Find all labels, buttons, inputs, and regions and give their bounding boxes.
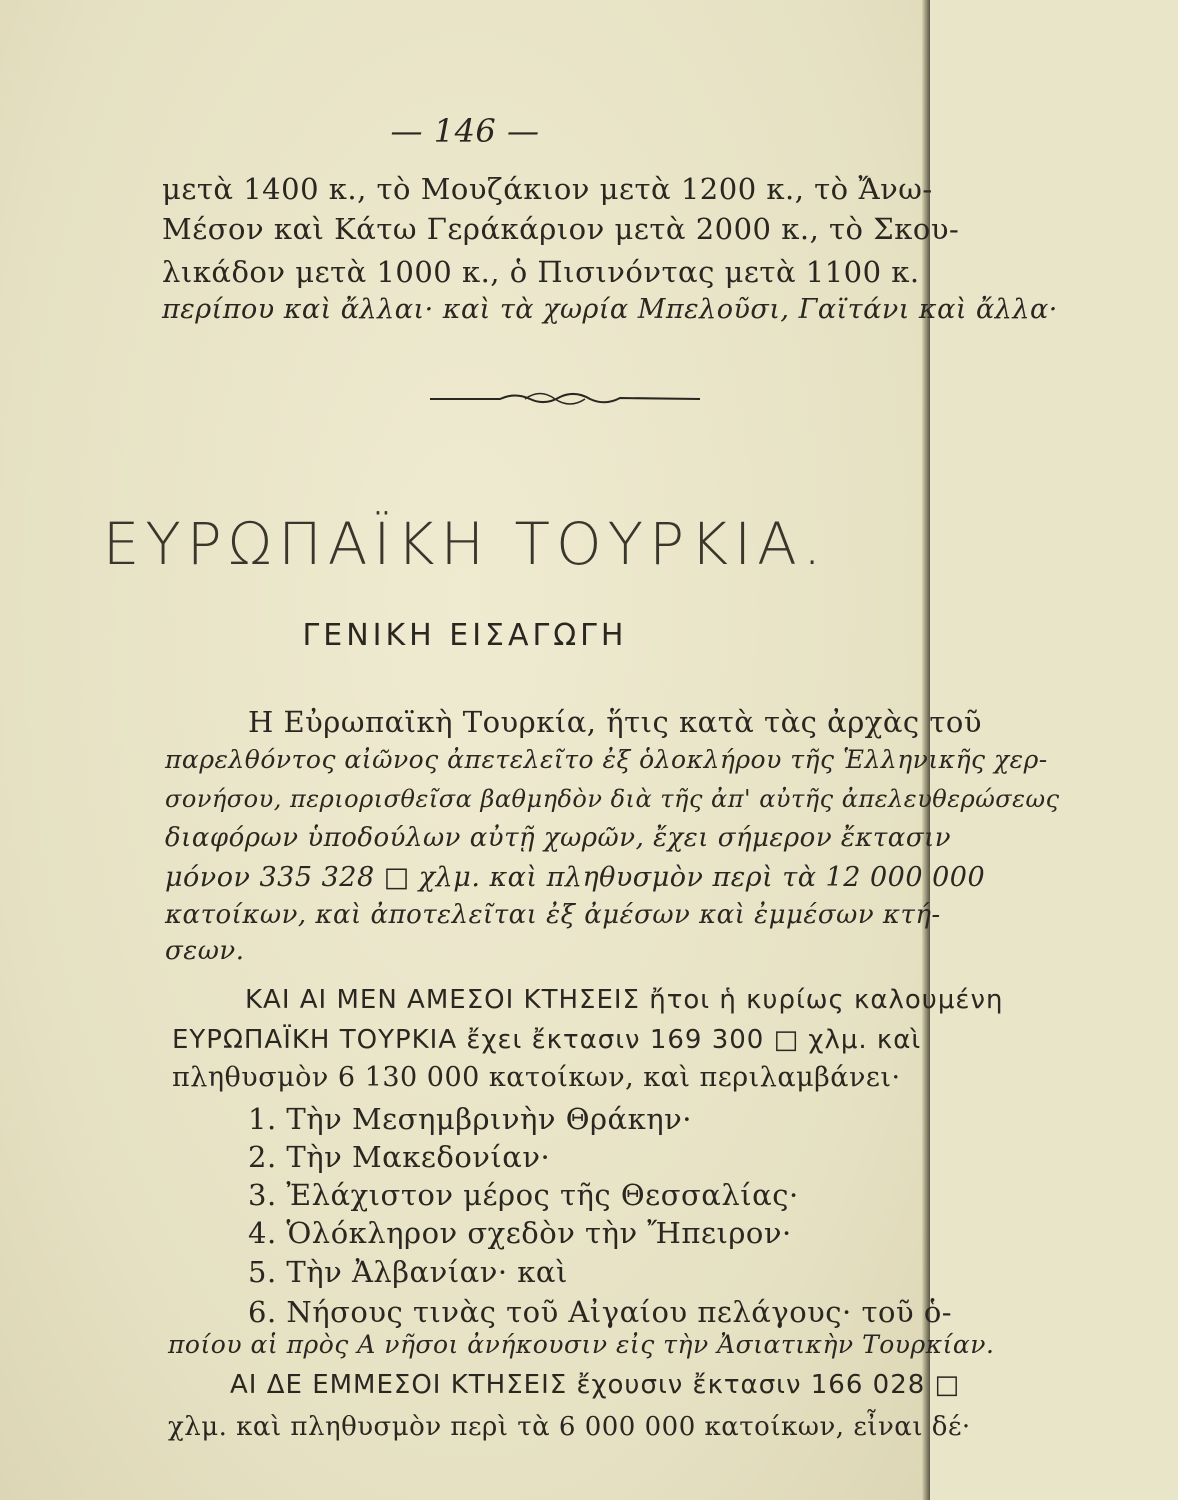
intro-line-4: διαφόρων ὑποδούλων αὐτῇ χωρῶν, ἔχει σήμερον ἔκτασιν: [165, 823, 952, 853]
list-item-4: 4. Ὁλόκληρον σχεδὸν τὴν Ἤπειρον·: [248, 1216, 792, 1250]
ornamental-divider: [430, 384, 700, 414]
text-line-3: λικάδον μετὰ 1000 κ., ὁ Πισινόντας μετὰ 1100 κ.: [162, 255, 920, 289]
intro-line-3: σονήσου, περιορισθεῖσα βαθμηδὸν διὰ τῆς ἀπ' αὐτῆς ἀπελευθερώσεως: [165, 785, 1060, 813]
intro-line-2: παρελθόντος αἰῶνος ἀπετελεῖτο ἐξ ὁλοκλήρου τῆς Ἑλληνικῆς χερ-: [165, 745, 1048, 774]
section-subtitle: ΓΕΝΙΚΗ ΕΙΣΑΓΩΓΗ: [302, 618, 628, 653]
text-line-2: Μέσον καὶ Κάτω Γεράκάριον μετὰ 2000 κ., τὸ Σκου-: [162, 212, 960, 246]
list-item-5: 5. Τὴν Ἀλβανίαν· καὶ: [248, 1255, 568, 1289]
section-title: ΕΥΡΩΠΑΪΚΗ ΤΟΥΡΚΙΑ.: [102, 510, 828, 578]
text-line-4: περίπου καὶ ἄλλαι· καὶ τὰ χωρία Μπελοῦσι, Γαϊτάνι καὶ ἄλλα·: [162, 294, 1058, 325]
text-line-1: μετὰ 1400 κ., τὸ Μουζάκιον μετὰ 1200 κ., τὸ Ἄνω-: [162, 172, 933, 206]
intro-line-7: σεων.: [165, 936, 245, 966]
direct-line-3: πληθυσμὸν 6 130 000 κατοίκων, καὶ περιλαμβάνει·: [172, 1062, 901, 1093]
indirect-line-1: ΑΙ ΔΕ ΕΜΜΕΣΟΙ ΚΤΗΣΕΙΣ ἔχουσιν ἔκτασιν 166 028 □: [230, 1370, 961, 1400]
list-item-6: 6. Νήσους τινὰς τοῦ Αἰγαίου πελάγους· τοῦ ὁ-: [248, 1295, 953, 1329]
intro-line-1: Η Εὐρωπαϊκὴ Τουρκία, ἥτις κατὰ τὰς ἀρχὰς τοῦ: [248, 705, 983, 739]
list-item-1: 1. Τὴν Μεσημβρινὴν Θράκην·: [248, 1102, 692, 1136]
list-item-2: 2. Τὴν Μακεδονίαν·: [248, 1140, 551, 1174]
page-number: — 146 —: [390, 112, 540, 150]
list-item-3: 3. Ἐλάχιστον μέρος τῆς Θεσσαλίας·: [248, 1178, 799, 1212]
intro-line-6: κατοίκων, καὶ ἀποτελεῖται ἐξ ἀμέσων καὶ ἐμμέσων κτή-: [165, 900, 941, 930]
direct-line-2: ΕΥΡΩΠΑΪΚΗ ΤΟΥΡΚΙΑ ἔχει ἔκτασιν 169 300 □ χλμ. καὶ: [172, 1025, 922, 1055]
list-continuation: ποίου αἱ πρὸς Α νῆσοι ἀνήκουσιν εἰς τὴν Ἀσιατικὴν Τουρκίαν.: [168, 1330, 995, 1359]
direct-line-1: ΚΑΙ ΑΙ ΜΕΝ ΑΜΕΣΟΙ ΚΤΗΣΕΙΣ ἤτοι ἡ κυρίως καλουμένη: [245, 985, 1004, 1015]
indirect-line-2: χλμ. καὶ πληθυσμὸν περὶ τὰ 6 000 000 κατοίκων, εἶναι δέ·: [168, 1412, 971, 1442]
intro-line-5: μόνον 335 328 □ χλμ. καὶ πληθυσμὸν περὶ τὰ 12 000 000: [165, 862, 986, 893]
